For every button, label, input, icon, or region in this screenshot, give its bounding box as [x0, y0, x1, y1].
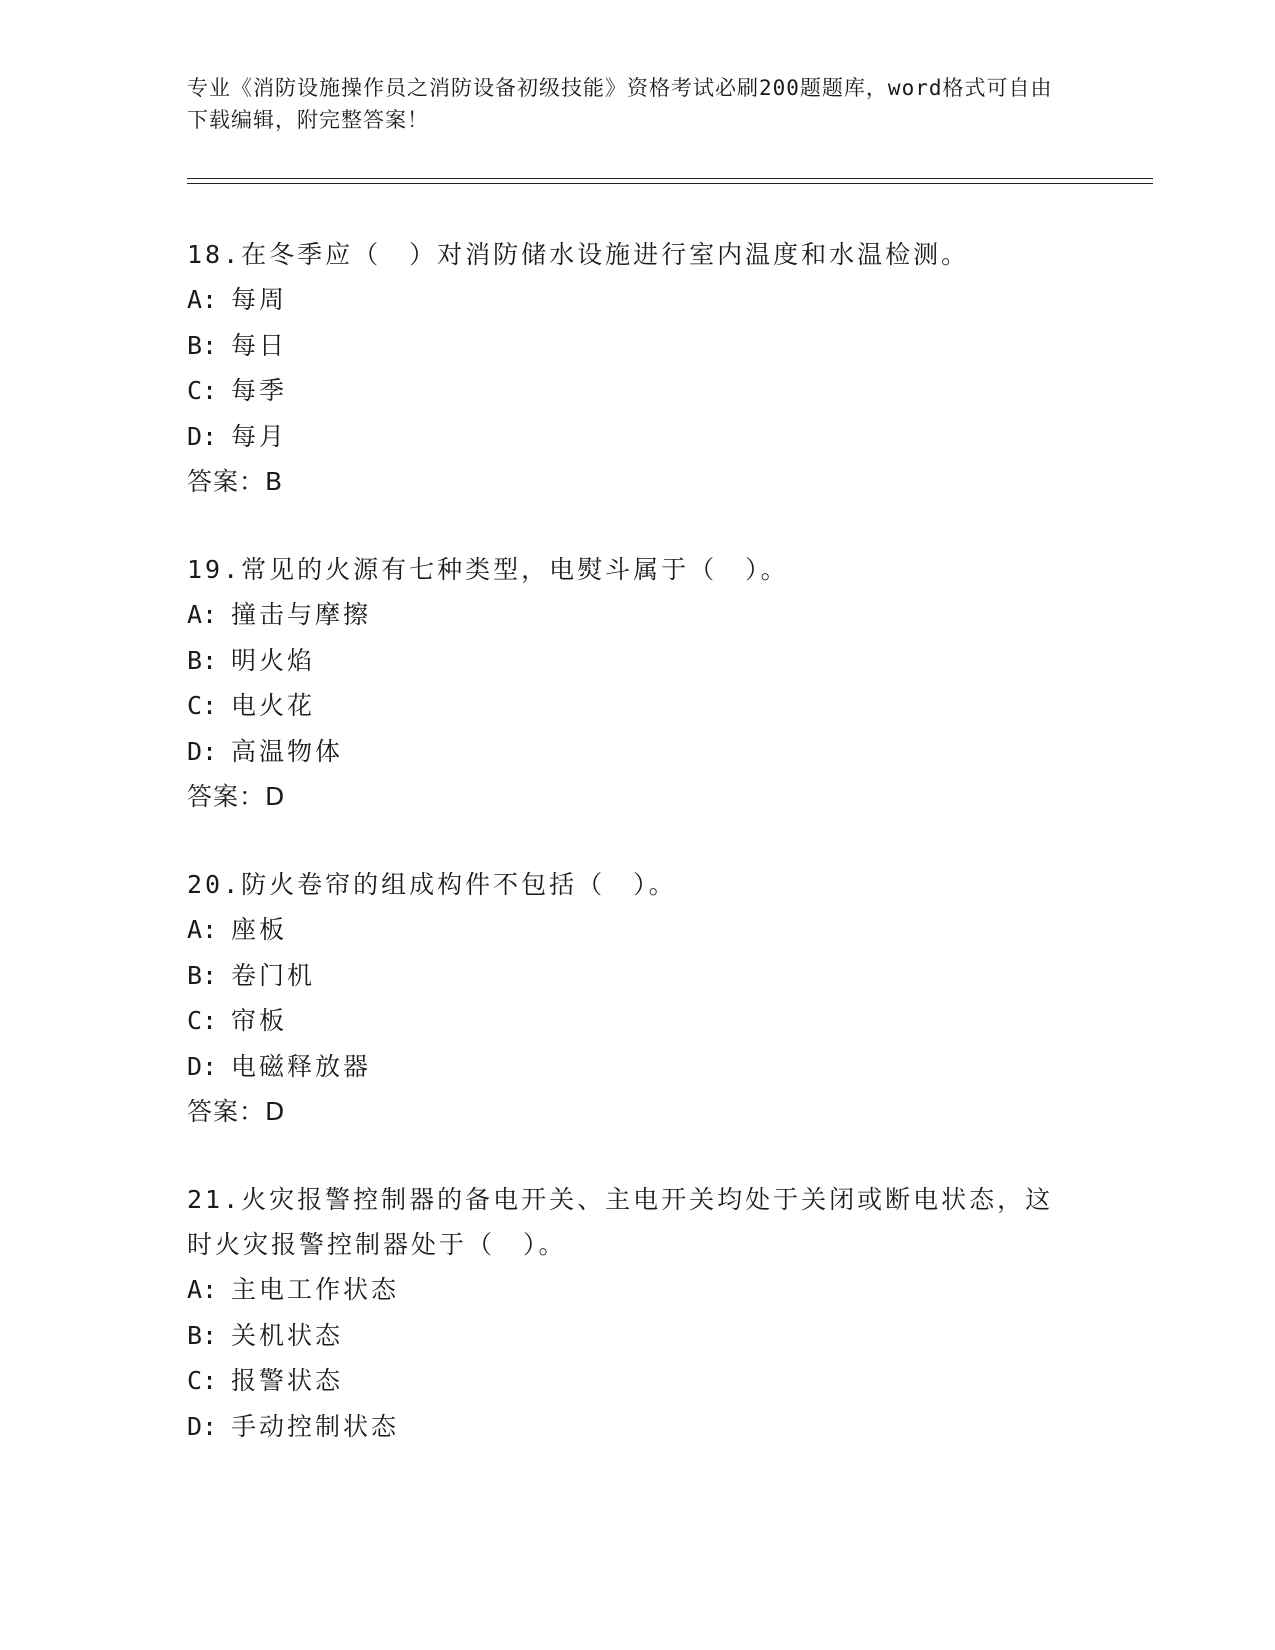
option-text: 帘板: [231, 1006, 288, 1035]
option-letter: C:: [187, 1006, 218, 1035]
answer-line: 答案：D: [187, 1097, 286, 1126]
option-text: 每周: [231, 285, 288, 314]
option-letter: B:: [187, 960, 218, 990]
option-c: [187, 1358, 1067, 1404]
option-d: [187, 414, 1087, 460]
option-text: 主电工作状态: [231, 1275, 400, 1304]
answer-line: 答案：B: [187, 467, 284, 496]
option-text: 报警状态: [231, 1366, 344, 1395]
option-d: [187, 1404, 1067, 1450]
option-text: 撞击与摩擦: [231, 600, 372, 629]
answer-line: 答案：D: [187, 782, 286, 811]
option-text: 每月: [231, 421, 288, 451]
question-text: 18.在冬季应（ ）对消防储水设施进行室内温度和水温检测。: [187, 240, 970, 269]
option-letter: B:: [187, 645, 218, 675]
option-a: [187, 592, 1087, 638]
question-text: 21.火灾报警控制器的备电开关、主电开关均处于关闭或断电状态，这时火灾报警控制器处于（ ）。: [187, 1185, 1054, 1259]
option-c: [187, 683, 1087, 729]
option-text: 卷门机: [231, 960, 316, 990]
question-19: [187, 547, 1087, 819]
header-divider-top: [187, 178, 1153, 179]
option-text: 明火焰: [231, 645, 316, 675]
header-divider-bottom: [187, 183, 1153, 184]
option-letter: C:: [187, 691, 218, 720]
option-d: [187, 729, 1087, 775]
option-letter: D:: [187, 736, 218, 766]
option-text: 座板: [231, 915, 288, 944]
option-c: [187, 998, 1087, 1044]
question-21: [187, 1177, 1067, 1449]
question-20: [187, 862, 1087, 1134]
option-text: 高温物体: [231, 736, 344, 766]
question-text: 20.防火卷帘的组成构件不包括（ ）。: [187, 870, 677, 899]
option-letter: B:: [187, 1320, 218, 1350]
question-18: [187, 232, 1087, 504]
option-b: [187, 323, 1087, 369]
option-c: [187, 368, 1087, 414]
option-letter: C:: [187, 1366, 218, 1395]
option-text: 电磁释放器: [231, 1051, 372, 1081]
option-letter: D:: [187, 421, 218, 451]
question-text: 19.常见的火源有七种类型，电熨斗属于（ ）。: [187, 555, 789, 584]
option-letter: A:: [187, 915, 218, 944]
option-text: 关机状态: [231, 1320, 344, 1350]
option-letter: A:: [187, 285, 218, 314]
option-b: [187, 638, 1087, 684]
option-b: [187, 953, 1087, 999]
option-letter: A:: [187, 600, 218, 629]
option-letter: D:: [187, 1051, 218, 1081]
option-a: [187, 907, 1087, 953]
option-letter: D:: [187, 1411, 218, 1441]
option-b: [187, 1313, 1067, 1359]
option-text: 电火花: [231, 691, 316, 720]
option-text: 每季: [231, 376, 288, 405]
option-a: [187, 1267, 1067, 1313]
option-d: [187, 1044, 1087, 1090]
option-letter: C:: [187, 376, 218, 405]
option-letter: A:: [187, 1275, 218, 1304]
option-letter: B:: [187, 330, 218, 360]
option-a: [187, 277, 1087, 323]
document-header: 专业《消防设施操作员之消防设备初级技能》资格考试必刷200题题库，word格式可自由下载编辑，附完整答案！: [187, 76, 1053, 132]
option-text: 手动控制状态: [231, 1411, 400, 1441]
option-text: 每日: [231, 330, 288, 360]
